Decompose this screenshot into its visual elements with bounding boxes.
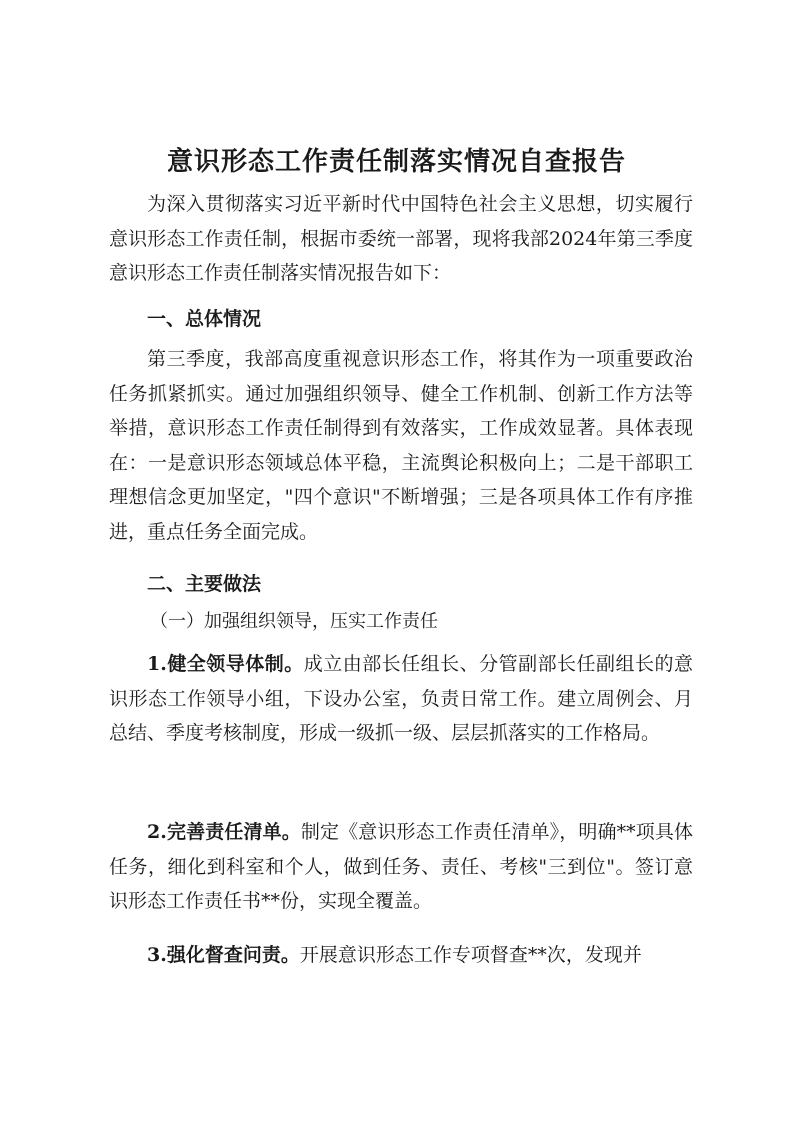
section-heading-overview: 一、总体情况 xyxy=(147,308,262,330)
practice-item-2 xyxy=(109,815,693,919)
practice-item-3 xyxy=(109,938,693,973)
practice-item-1 xyxy=(109,647,693,751)
document-title: 意识形态工作责任制落实情况自查报告 xyxy=(166,147,626,177)
subsection-heading: （一）加强组织领导，压实工作责任 xyxy=(150,611,438,632)
practice-item-3-text: 开展意识形态工作专项督查**次，发现并 xyxy=(299,944,642,966)
practice-item-2-text: 制定《意识形态工作责任清单》，明确**项具体任务，细化到科室和个人，做到任务、责任、考核"三到位"。签订意识形态工作责任书**份，实现全覆盖。 xyxy=(109,821,693,912)
intro-paragraph: 为深入贯彻落实习近平新时代中国特色社会主义思想，切实履行意识形态工作责任制，根据市委统一部署，现将我部2024年第三季度意识形态工作责任制落实情况报告如下： xyxy=(109,193,693,284)
practice-item-1-text: 成立由部长任组长、分管副部长任副组长的意识形态工作领导小组，下设办公室，负责日常工作。建立周例会、月总结、季度考核制度，形成一级抓一级、层层抓落实的工作格局。 xyxy=(109,653,693,744)
practice-item-3-lead: 3.强化督查问责。 xyxy=(147,944,300,966)
practice-item-2-lead: 2.完善责任清单。 xyxy=(147,821,301,843)
practice-item-1-lead: 1.健全领导体制。 xyxy=(147,653,304,675)
section-heading-practices: 二、主要做法 xyxy=(147,573,262,595)
overview-paragraph: 第三季度，我部高度重视意识形态工作，将其作为一项重要政治任务抓紧抓实。通过加强组织领导、健全工作机制、创新工作方法等举措，意识形态工作责任制得到有效落实，工作成效显著。具体表现在：一是意识形态领域总体平稳，主流舆论积极向上；二是干部职工理想信念更加坚定，"四个意识"不断增强；三是各项具体工作有序推进，重点任务全面完成。 xyxy=(109,348,693,543)
